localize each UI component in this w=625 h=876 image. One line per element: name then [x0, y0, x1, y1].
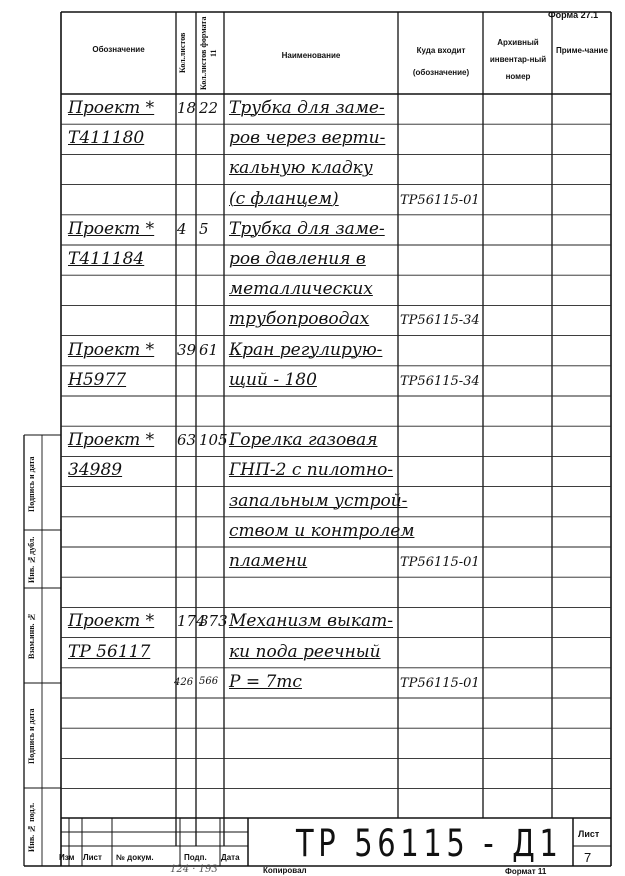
- where-used: ТР56115-01: [400, 192, 480, 208]
- designation-code: 34989: [68, 460, 123, 481]
- header-sheet-count: Кол.листов: [178, 32, 187, 74]
- item-name-line: Трубка для заме-: [229, 218, 385, 239]
- item-name-line: ством и контролем: [229, 520, 415, 541]
- header-sheet-count-format: Кол.листов формата 11: [199, 16, 218, 90]
- total-sheets-f11: 566: [199, 676, 219, 687]
- sheet-count-f11: 373: [199, 612, 228, 631]
- item-name-line: запальным устрой-: [229, 490, 408, 511]
- item-name-line: кальную кладку: [229, 158, 373, 179]
- side-sign-date-bottom: Подпись и дата: [27, 708, 36, 764]
- sheet-count-f11: 5: [199, 219, 209, 238]
- header-where-used: Куда входит (обозначение): [412, 46, 470, 77]
- footer-bottom-numbers: 124 · 193: [170, 864, 218, 875]
- footer-format: Формат 11: [505, 867, 547, 876]
- footer-izm: Изм: [59, 853, 75, 862]
- sheet-count: 174: [177, 612, 206, 631]
- sheet-count: 63: [177, 431, 197, 450]
- item-name-line: (с фланцем): [229, 188, 339, 209]
- side-sign-date-top: Подпись и дата: [27, 456, 36, 512]
- designation-project-label: Проект *: [68, 611, 155, 632]
- designation-project-label: Проект *: [68, 339, 155, 360]
- where-used: ТР56115-34: [400, 373, 480, 389]
- document-code: ТР 56115 - Д1: [296, 822, 563, 865]
- designation-code: Т411180: [68, 128, 145, 149]
- side-vzam-inv: Взам.инв. №: [27, 612, 36, 660]
- item-name-line: ГНП-2 с пилотно-: [229, 460, 394, 481]
- item-name-line: Трубка для заме-: [229, 98, 385, 118]
- item-name-line: пламени: [229, 551, 308, 571]
- header-archive: Архивный инвентар-ный номер: [489, 38, 547, 81]
- form-label: Форма 27.1: [548, 10, 599, 20]
- designation-project-label: Проект *: [68, 98, 155, 118]
- item-name-line: трубопроводах: [229, 309, 370, 330]
- sheet-count: 4: [177, 219, 187, 238]
- sheet-count: 18: [177, 99, 197, 117]
- sheet-count-f11: 105: [199, 431, 228, 450]
- footer-podp: Подп.: [184, 853, 207, 862]
- designation-code: Н5977: [68, 369, 127, 390]
- item-name-line: ки пода реечный: [229, 641, 381, 662]
- item-name-line: Р = 7тс: [229, 671, 302, 692]
- where-used: ТР56115-01: [400, 675, 480, 691]
- footer-doc-no: № докум.: [116, 853, 154, 862]
- item-name-line: металлических: [229, 279, 373, 300]
- side-inv-dubl: Инв. №дубл.: [27, 536, 36, 583]
- sheet-count: 39: [177, 340, 197, 359]
- item-name-line: щий - 180: [229, 369, 317, 390]
- item-name-line: ров давления в: [229, 249, 366, 269]
- sheet-count-f11: 22: [199, 99, 219, 117]
- sheet-count-f11: 61: [199, 340, 219, 359]
- item-name-line: Механизм выкат-: [229, 611, 393, 632]
- header-name: Наименование: [281, 51, 341, 60]
- footer-date: Дата: [221, 853, 240, 862]
- designation-project-label: Проект *: [68, 430, 155, 451]
- footer-list: Лист: [83, 853, 102, 862]
- header-notes: Приме-чание: [556, 46, 608, 55]
- footer-sheet-label: Лист: [578, 829, 600, 839]
- designation-code: ТР 56117: [68, 641, 151, 662]
- where-used: ТР56115-34: [400, 313, 480, 329]
- header-designation: Обозначение: [92, 45, 145, 54]
- footer-sheet-number: 7: [584, 850, 592, 865]
- item-name-line: Кран регулирую-: [229, 339, 383, 360]
- footer-copied: Копировал: [263, 866, 307, 875]
- item-name-line: ров через верти-: [229, 128, 386, 149]
- side-inv-podl: Инв. № подл.: [27, 802, 36, 853]
- designation-project-label: Проект *: [68, 218, 155, 239]
- designation-code: Т411184: [68, 249, 145, 269]
- where-used: ТР56115-01: [400, 555, 480, 570]
- total-sheets: 426: [174, 677, 194, 688]
- item-name-line: Горелка газовая: [229, 430, 378, 451]
